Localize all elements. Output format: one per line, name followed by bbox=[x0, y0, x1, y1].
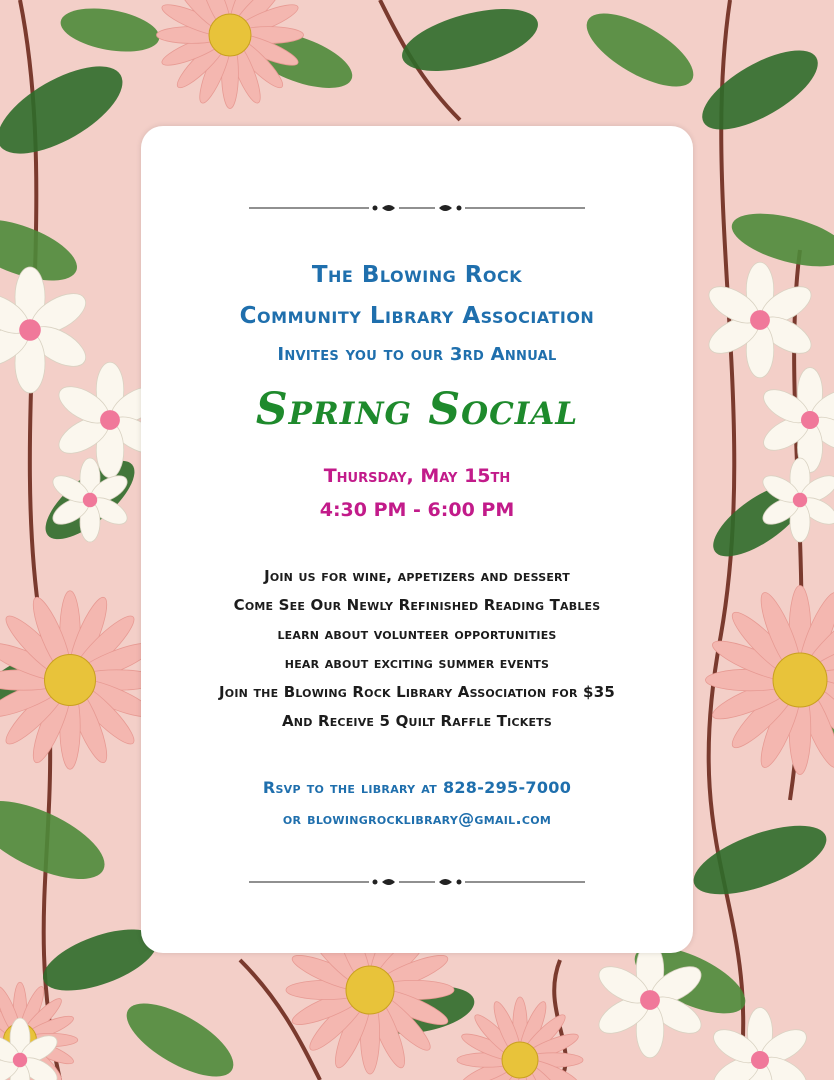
detail-line: hear about exciting summer events bbox=[284, 654, 550, 672]
leaf-icon bbox=[57, 2, 162, 59]
invitation-card bbox=[141, 126, 693, 953]
detail-line: Come See Our Newly Refinished Reading Tables bbox=[233, 596, 601, 614]
daisy-flower-icon bbox=[157, 0, 304, 109]
event-title: Spring Social bbox=[255, 384, 579, 435]
rsvp-email: or blowingrocklibrary@gmail.com bbox=[282, 809, 552, 828]
event-details bbox=[141, 562, 693, 736]
leaf-icon bbox=[0, 49, 136, 171]
narcissus-flower-icon bbox=[703, 262, 817, 378]
org-line-2: Community Library Association bbox=[239, 303, 595, 329]
leaf-icon bbox=[116, 989, 244, 1080]
ornamental-divider-icon bbox=[249, 875, 585, 889]
leaf-icon bbox=[691, 35, 830, 145]
invite-line: Invites you to our 3rd Annual bbox=[277, 344, 557, 365]
event-time: 4:30 PM - 6:00 PM bbox=[319, 499, 515, 521]
detail-line: And Receive 5 Quilt Raffle Tickets bbox=[281, 712, 552, 730]
event-date: Thursday, May 15th bbox=[323, 465, 511, 487]
narcissus-flower-icon bbox=[0, 267, 92, 393]
leaf-icon bbox=[726, 203, 834, 277]
detail-line: learn about volunteer opportunities bbox=[277, 625, 557, 643]
leaf-icon bbox=[576, 0, 704, 101]
detail-line: Join us for wine, appetizers and dessert bbox=[264, 567, 570, 585]
ornamental-divider-icon bbox=[249, 201, 585, 215]
daisy-flower-icon bbox=[0, 591, 159, 770]
org-line-1: The Blowing Rock bbox=[311, 262, 523, 288]
stem bbox=[20, 0, 60, 1080]
leaf-icon bbox=[685, 812, 834, 909]
rsvp-phone: Rsvp to the library at 828-295-7000 bbox=[262, 778, 572, 797]
leaf-icon bbox=[0, 785, 115, 895]
detail-line: Join the Blowing Rock Library Association for $35 bbox=[219, 683, 615, 701]
narcissus-flower-icon bbox=[708, 1008, 811, 1080]
